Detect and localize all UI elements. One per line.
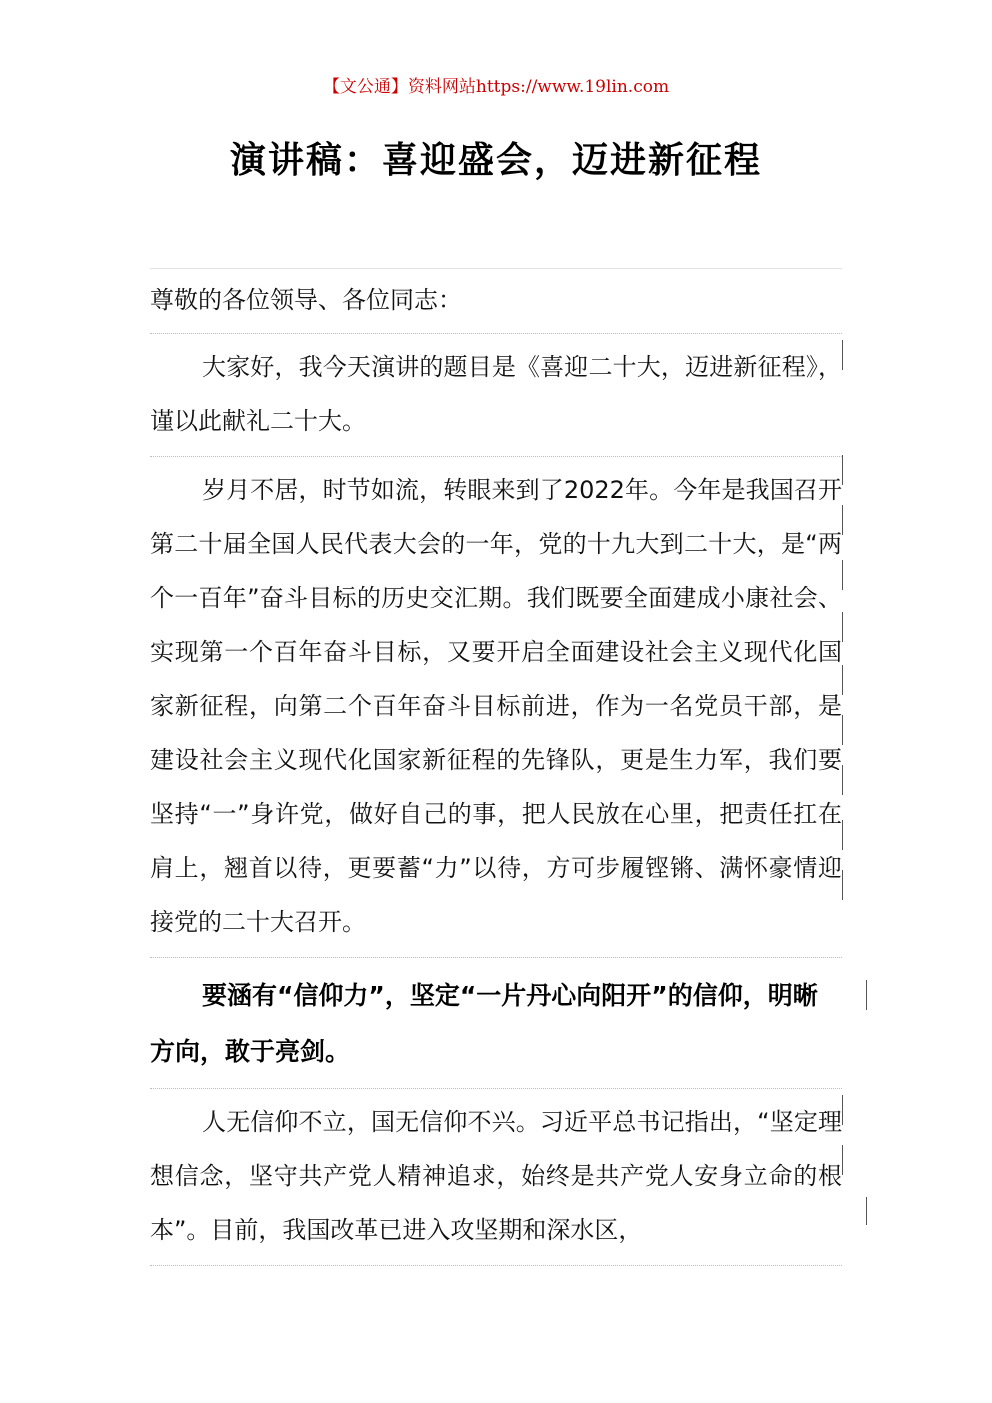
separator-line: [150, 1265, 842, 1266]
margin-marker: [842, 765, 843, 795]
margin-marker: [842, 612, 843, 642]
margin-marker: [842, 340, 843, 370]
margin-marker: [842, 560, 843, 590]
margin-marker: [842, 1145, 843, 1175]
margin-marker: [842, 1095, 843, 1125]
margin-marker: [842, 455, 843, 485]
section-heading: 要涵有“信仰力”，坚定“一片丹心向阳开”的信仰，明晰方向，敢于亮剑。: [150, 981, 818, 1066]
paragraph-block: [150, 1089, 842, 1265]
paragraph-block: [150, 334, 842, 456]
source-website-link[interactable]: 【文公通】资料网站https://www.19lin.com: [322, 77, 670, 97]
body-paragraph: 人无信仰不立，国无信仰不兴。习近平总书记指出，“坚定理想信念，坚守共产党人精神追求，始终是共产党人安身立命的根本”。目前，我国改革已进入攻坚期和深水区，: [150, 1108, 842, 1244]
margin-marker: [842, 820, 843, 850]
margin-marker: [842, 870, 843, 900]
margin-marker: [842, 715, 843, 745]
margin-marker: [842, 505, 843, 535]
document-body: [150, 268, 842, 1266]
document-title: 演讲稿：喜迎盛会，迈进新征程: [229, 139, 762, 181]
heading-block: [150, 958, 842, 1088]
margin-marker: [866, 980, 867, 1010]
body-paragraph: 大家好，我今天演讲的题目是《喜迎二十大，迈进新征程》，谨以此献礼二十大。: [150, 353, 842, 435]
margin-marker: [866, 1197, 867, 1225]
body-paragraph: 岁月不居，时节如流，转眼来到了2022年。今年是我国召开第二十届全国人民代表大会的一年，党的十九大到二十大，是“两个一百年”奋斗目标的历史交汇期。我们既要全面建成小康社会、实现第一个百年奋斗目标，又要开启全面建设社会主义现代化国家新征程，向第二个百年奋斗目标前进，作为一名党员干部，是建设社会主义现代化国家新征程的先锋队，更是生力军，我们要坚持“一”身许党，做好自己的事，把人民放在心里，把责任扛在肩上，翘首以待，更要蓄“力”以待，方可步履铿锵、满怀豪情迎接党的二十大召开。: [150, 476, 842, 936]
salutation: 尊敬的各位领导、各位同志：: [150, 286, 462, 314]
margin-marker: [842, 665, 843, 695]
paragraph-block: [150, 457, 842, 957]
